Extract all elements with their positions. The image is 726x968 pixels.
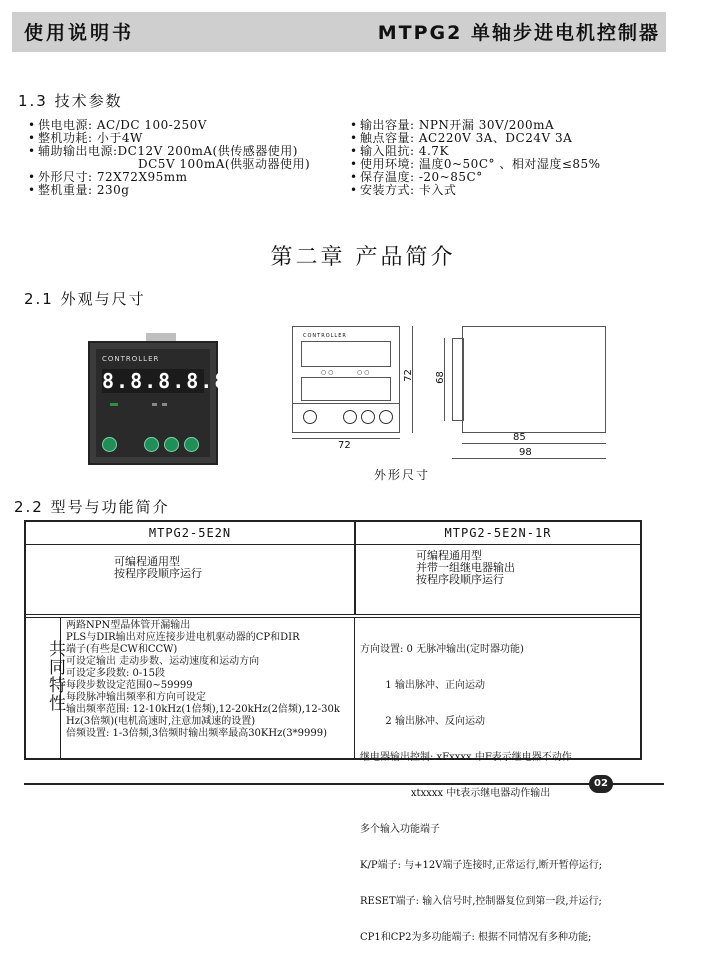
page-number: 02 [589,775,613,793]
device-button [102,437,117,452]
spec-item: • 供电电源: AC/DC 100-250V [28,118,207,132]
model-header: MTPG2-5E2N [148,526,232,540]
drawing-key [303,410,317,424]
common-features-label: 共同特性 [45,640,65,712]
table-divider [354,617,355,758]
spec-item: • 外形尺寸: 72X72X95mm [28,170,188,184]
drawing-key [361,410,375,424]
spec-right-column [350,119,601,197]
manual-title: 使用说明书 [24,22,135,44]
dim-side-depth-total: 98 [519,447,532,458]
spec-item: • 整机重量: 230g [28,183,130,197]
status-led [162,403,167,406]
spec-item: • 输入阻抗: 4.7K [350,144,449,158]
spec-item: • 保存温度: -20~85C° [350,170,483,184]
spec-item: • 辅助输出电源:DC12V 200mA(供传感器使用) [28,144,298,158]
drawing-key [379,410,393,424]
table-divider [26,617,640,618]
status-led [152,403,157,406]
dim-front-width: 72 [338,440,351,451]
drawing-led-marks: ○ ○ [357,369,370,376]
dimension-line [452,458,606,459]
chapter-title: 第二章 产品简介 [270,245,456,270]
dim-side-depth-inner: 85 [513,432,526,443]
model-description: 可编程通用型 并带一组继电器输出 按程序段顺序运行 [416,549,515,586]
features-right: 方向设置: 0 无脉冲输出(定时器功能) 1 输出脉冲、正向运动 2 输出脉冲、反向运动 继电器输出控制: xFxxxx 中F表示继电器不动作 xtxxxx 中t表示继电器动作输出 多个输入功能端子 K/P端子: 与+12V端子连接时,正常运行,断开暂停运行; RESET端子: 输入信号时,控制器复位到第一段,并运行; CP1和CP2为多功能端子: 根据不同情况有多种功能; [360,644,603,943]
device-button [184,437,199,452]
model-header: MTPG2-5E2N-1R [444,526,552,540]
model-description: 可编程通用型 按程序段顺序运行 [114,555,202,580]
section-2-2-title: 2.2 型号与功能简介 [14,498,170,516]
features-left: 两路NPN型晶体管开漏输出 PLS与DIR输出对应连接步进电机驱动器的CP和DIR 端子(有些是CW和CCW) 可设定输出 走动步数、运动速度和运动方向 可设定多段数: 0-15段 每段步数设定范围0~59999 每段脉冲输出频率和方向可设定 输出频率范围: 12-10kHz(1倍频),12-20kHz(2倍频),12-30k Hz(3倍频)(电机高速时,注意加减速的设置) 倍频设置: 1-3倍频,3倍频时输出频率最高30KHz(3*9999) [66,620,340,739]
section-2-1-title: 2.1 外观与尺寸 [24,290,146,308]
spec-item: • 安装方式: 卡入式 [350,183,457,197]
section-1-3-title: 1.3 技术参数 [18,92,123,110]
footer-rule [24,783,664,785]
dim-front-height: 72 [402,369,414,382]
drawing-key-area [293,403,399,432]
spec-item: • 使用环境: 温度0~50C° 、相对湿度≤85% [350,157,601,171]
drawing-display-window [301,377,391,401]
dim-side-height: 68 [434,371,446,384]
dimension-line [462,443,606,444]
device-button [144,437,159,452]
figure-caption: 外形尺寸 [374,468,431,482]
device-front-panel [96,349,257,457]
front-view-drawing [292,326,400,433]
drawing-key [343,410,357,424]
device-button [164,437,179,452]
spec-item: DC5V 100mA(供驱动器使用) [138,157,311,171]
spec-item: • 触点容量: AC220V 3A、DC24V 3A [350,131,573,145]
table-divider [26,614,640,615]
table-divider [26,544,640,545]
spec-item: • 输出容量: NPN开漏 30V/200mA [350,118,555,132]
device-brand-label: CONTROLLER [102,355,160,363]
product-title: MTPG2 单轴步进电机控制器 [377,22,660,44]
dimension-line [292,438,400,439]
drawing-display-window [301,341,391,367]
device-photo [88,341,257,465]
status-led [110,403,118,406]
device-led-display: 8.8.8.8.8.8 [102,369,257,393]
drawing-led-marks: ○ ○ [321,369,334,376]
drawing-brand-label: CONTROLLER [303,333,347,339]
spec-item: • 整机功耗: 小于4W [28,131,143,145]
side-view-body [462,326,606,433]
spec-left-column [28,119,310,197]
